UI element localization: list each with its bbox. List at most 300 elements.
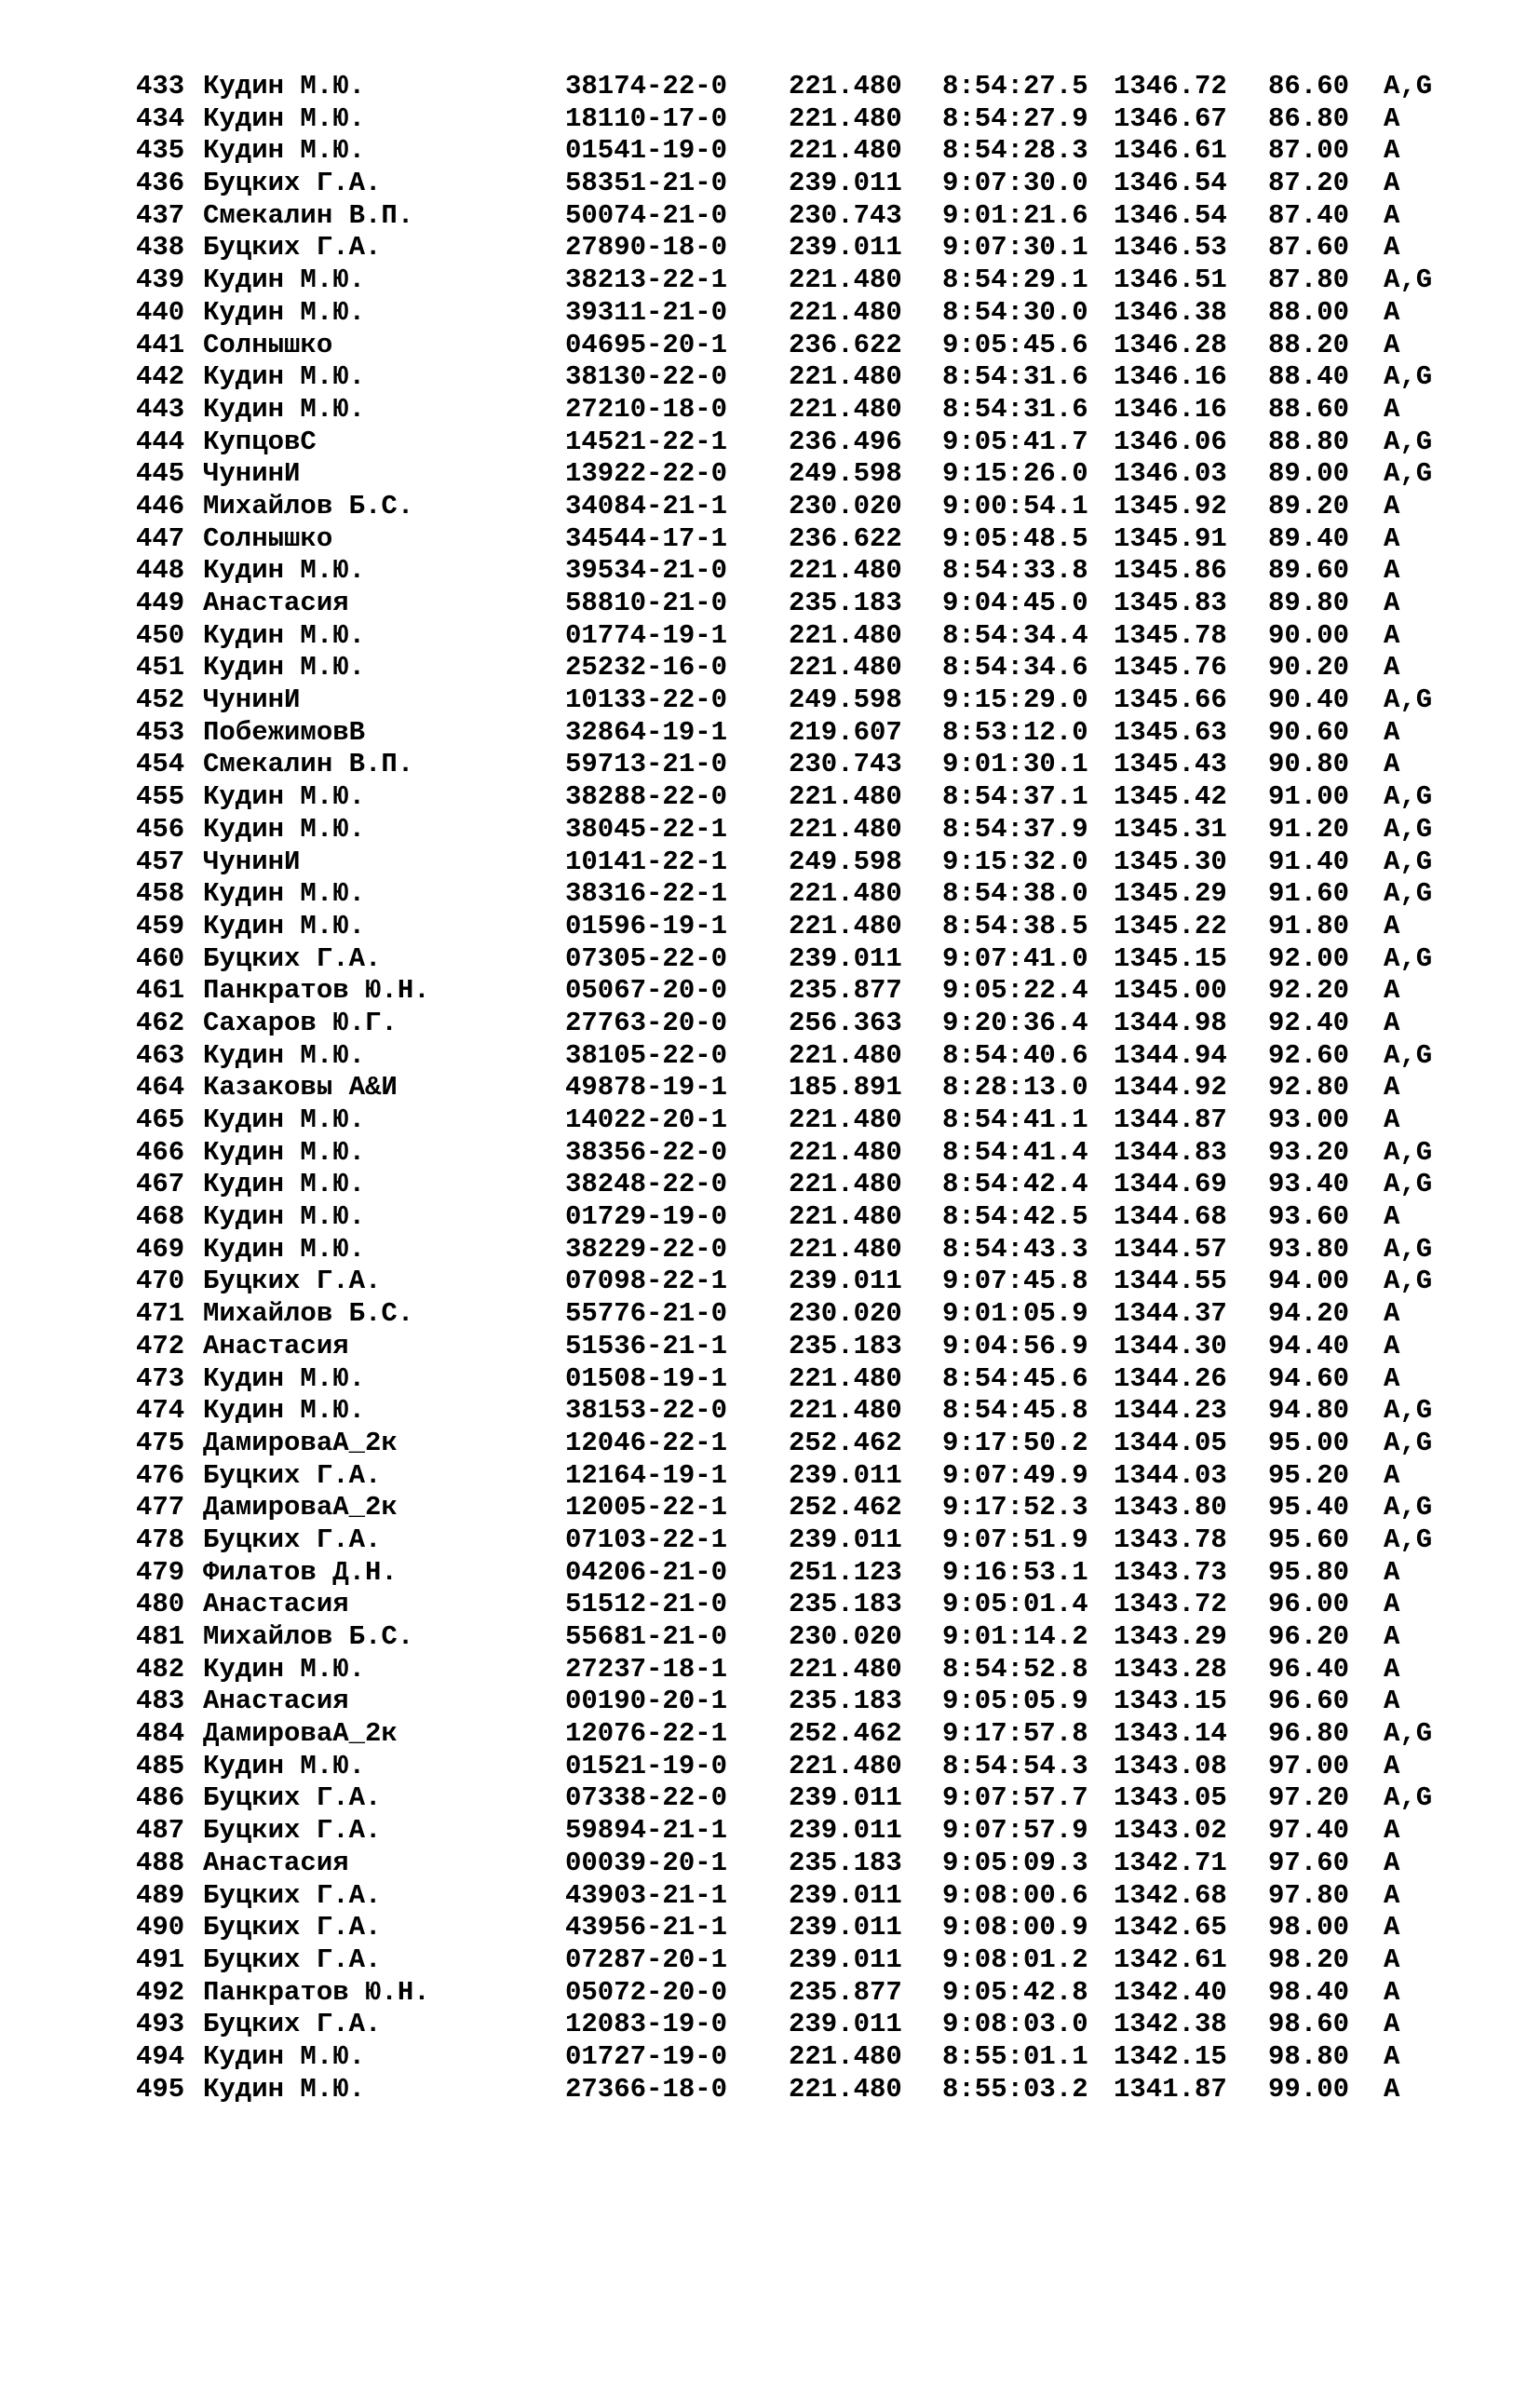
table-row	[136, 619, 1400, 653]
ring-number-cell: 51536-21-1	[565, 1330, 728, 1361]
rank-cell: 453	[136, 716, 185, 748]
distance-cell: 230.743	[789, 749, 902, 780]
percent-cell: 95.60	[1268, 1524, 1350, 1555]
distance-cell: 221.480	[789, 910, 902, 941]
table-row	[136, 1104, 1400, 1137]
rank-cell: 473	[136, 1362, 185, 1394]
table-row	[136, 684, 1433, 717]
ring-number-cell: 58351-21-0	[565, 168, 728, 199]
flags-cell: A	[1384, 749, 1400, 780]
arrival-time-cell: 9:07:51.9	[942, 1524, 1088, 1555]
table-row	[136, 1686, 1400, 1718]
flags-cell: A,G	[1384, 1169, 1433, 1200]
fancier-name-cell: Сахаров Ю.Г.	[203, 1007, 398, 1038]
distance-cell: 239.011	[789, 1524, 902, 1555]
percent-cell: 99.00	[1268, 2073, 1350, 2105]
ring-number-cell: 27237-18-1	[565, 1653, 728, 1685]
distance-cell: 239.011	[789, 1912, 902, 1943]
percent-cell: 97.40	[1268, 1815, 1350, 1847]
percent-cell: 95.00	[1268, 1427, 1350, 1458]
rank-cell: 476	[136, 1459, 185, 1491]
flags-cell: A,G	[1384, 264, 1433, 296]
speed-cell: 1346.16	[1114, 393, 1227, 425]
fancier-name-cell: ДамироваА_2к	[203, 1492, 398, 1524]
ring-number-cell: 50074-21-0	[565, 199, 728, 231]
speed-cell: 1342.65	[1114, 1912, 1227, 1943]
arrival-time-cell: 9:08:03.0	[942, 2009, 1088, 2040]
table-row	[136, 393, 1400, 427]
flags-cell: A	[1384, 1201, 1400, 1233]
table-row	[136, 199, 1400, 233]
rank-cell: 448	[136, 555, 185, 587]
rank-cell: 486	[136, 1782, 185, 1814]
table-row	[136, 264, 1433, 297]
fancier-name-cell: Буцких Г.А.	[203, 1782, 382, 1814]
table-row	[136, 1782, 1433, 1815]
rank-cell: 439	[136, 264, 185, 296]
speed-cell: 1342.61	[1114, 1943, 1227, 1975]
percent-cell: 89.40	[1268, 522, 1350, 554]
flags-cell: A,G	[1384, 1524, 1433, 1555]
percent-cell: 98.40	[1268, 1976, 1350, 2008]
arrival-time-cell: 9:05:05.9	[942, 1686, 1088, 1717]
flags-cell: A	[1384, 1653, 1400, 1685]
arrival-time-cell: 9:15:29.0	[942, 684, 1088, 716]
ring-number-cell: 27210-18-0	[565, 393, 728, 425]
fancier-name-cell: Анастасия	[203, 1686, 349, 1717]
table-row	[136, 1362, 1400, 1396]
distance-cell: 221.480	[789, 619, 902, 651]
table-row	[136, 1330, 1400, 1363]
speed-cell: 1346.51	[1114, 264, 1227, 296]
flags-cell: A	[1384, 1847, 1400, 1878]
percent-cell: 87.20	[1268, 168, 1350, 199]
arrival-time-cell: 8:54:31.6	[942, 393, 1088, 425]
arrival-time-cell: 8:54:38.0	[942, 878, 1088, 910]
fancier-name-cell: ДамироваА_2к	[203, 1427, 398, 1458]
fancier-name-cell: Анастасия	[203, 588, 349, 618]
table-row	[136, 168, 1400, 200]
fancier-name-cell: Кудин М.Ю.	[203, 2040, 366, 2072]
rank-cell: 444	[136, 426, 185, 457]
ring-number-cell: 25232-16-0	[565, 652, 728, 684]
arrival-time-cell: 9:08:01.2	[942, 1943, 1088, 1975]
fancier-name-cell: Кудин М.Ю.	[203, 652, 366, 684]
percent-cell: 98.80	[1268, 2040, 1350, 2072]
speed-cell: 1342.40	[1114, 1976, 1227, 2008]
arrival-time-cell: 9:01:05.9	[942, 1298, 1088, 1330]
arrival-time-cell: 9:00:54.1	[942, 490, 1088, 521]
ring-number-cell: 39311-21-0	[565, 296, 728, 328]
fancier-name-cell: ЧунинИ	[203, 846, 301, 877]
distance-cell: 221.480	[789, 878, 902, 910]
arrival-time-cell: 9:07:30.0	[942, 168, 1088, 199]
table-row	[136, 1589, 1400, 1621]
fancier-name-cell: Михайлов Б.С.	[203, 1298, 414, 1330]
flags-cell: A,G	[1384, 458, 1433, 490]
ring-number-cell: 04206-21-0	[565, 1556, 728, 1588]
percent-cell: 93.40	[1268, 1169, 1350, 1200]
flags-cell: A	[1384, 232, 1400, 264]
arrival-time-cell: 9:08:00.6	[942, 1879, 1088, 1911]
arrival-time-cell: 8:54:34.4	[942, 619, 1088, 651]
arrival-time-cell: 8:54:54.3	[942, 1750, 1088, 1781]
rank-cell: 488	[136, 1847, 185, 1878]
fancier-name-cell: Михайлов Б.С.	[203, 1621, 414, 1652]
table-row	[136, 1136, 1433, 1170]
distance-cell: 239.011	[789, 1879, 902, 1911]
flags-cell: A	[1384, 1976, 1400, 2008]
distance-cell: 221.480	[789, 1169, 902, 1200]
distance-cell: 230.020	[789, 1621, 902, 1652]
rank-cell: 437	[136, 199, 185, 231]
distance-cell: 221.480	[789, 1201, 902, 1233]
rank-cell: 483	[136, 1686, 185, 1717]
arrival-time-cell: 8:53:12.0	[942, 716, 1088, 748]
flags-cell: A,G	[1384, 1039, 1433, 1071]
table-row	[136, 1201, 1400, 1234]
rank-cell: 452	[136, 684, 185, 716]
fancier-name-cell: ДамироваА_2к	[203, 1718, 398, 1750]
distance-cell: 235.183	[789, 1686, 902, 1717]
percent-cell: 87.80	[1268, 264, 1350, 296]
table-row	[136, 1524, 1433, 1557]
fancier-name-cell: Кудин М.Ю.	[203, 1104, 366, 1135]
percent-cell: 98.20	[1268, 1943, 1350, 1975]
rank-cell: 433	[136, 71, 185, 102]
table-row	[136, 1395, 1433, 1428]
ring-number-cell: 38229-22-0	[565, 1233, 728, 1265]
rank-cell: 457	[136, 846, 185, 877]
percent-cell: 88.80	[1268, 426, 1350, 457]
arrival-time-cell: 8:55:03.2	[942, 2073, 1088, 2105]
ring-number-cell: 38045-22-1	[565, 813, 728, 845]
flags-cell: A,G	[1384, 813, 1433, 845]
percent-cell: 97.20	[1268, 1782, 1350, 1814]
ring-number-cell: 32864-19-1	[565, 716, 728, 748]
rank-cell: 470	[136, 1266, 185, 1297]
percent-cell: 97.00	[1268, 1750, 1350, 1781]
flags-cell: A	[1384, 1298, 1400, 1330]
percent-cell: 89.20	[1268, 490, 1350, 521]
flags-cell: A	[1384, 1556, 1400, 1588]
speed-cell: 1345.63	[1114, 716, 1227, 748]
rank-cell: 455	[136, 781, 185, 813]
ring-number-cell: 38288-22-0	[565, 781, 728, 813]
ring-number-cell: 10141-22-1	[565, 846, 728, 877]
arrival-time-cell: 8:54:52.8	[942, 1653, 1088, 1685]
percent-cell: 93.00	[1268, 1104, 1350, 1135]
percent-cell: 96.80	[1268, 1718, 1350, 1750]
table-row	[136, 1072, 1400, 1104]
rank-cell: 492	[136, 1976, 185, 2008]
fancier-name-cell: Смекалин В.П.	[203, 749, 414, 780]
speed-cell: 1344.87	[1114, 1104, 1227, 1135]
distance-cell: 252.462	[789, 1492, 902, 1524]
fancier-name-cell: Кудин М.Ю.	[203, 781, 366, 813]
flags-cell: A	[1384, 1686, 1400, 1717]
fancier-name-cell: Кудин М.Ю.	[203, 361, 366, 393]
arrival-time-cell: 8:54:33.8	[942, 555, 1088, 587]
table-row	[136, 1653, 1400, 1686]
ring-number-cell: 27763-20-0	[565, 1007, 728, 1038]
rank-cell: 485	[136, 1750, 185, 1781]
table-row	[136, 2040, 1400, 2074]
fancier-name-cell: Панкратов Ю.Н.	[203, 975, 430, 1007]
arrival-time-cell: 9:16:53.1	[942, 1556, 1088, 1588]
fancier-name-cell: Анастасия	[203, 1330, 349, 1361]
ring-number-cell: 00039-20-1	[565, 1847, 728, 1878]
arrival-time-cell: 9:05:48.5	[942, 522, 1088, 554]
rank-cell: 482	[136, 1653, 185, 1685]
flags-cell: A	[1384, 588, 1400, 618]
table-row	[136, 1621, 1400, 1654]
rank-cell: 481	[136, 1621, 185, 1652]
arrival-time-cell: 8:54:43.3	[942, 1233, 1088, 1265]
arrival-time-cell: 9:05:09.3	[942, 1847, 1088, 1878]
arrival-time-cell: 8:54:41.1	[942, 1104, 1088, 1135]
table-row	[136, 555, 1400, 588]
ring-number-cell: 59713-21-0	[565, 749, 728, 780]
ring-number-cell: 07338-22-0	[565, 1782, 728, 1814]
rank-cell: 471	[136, 1298, 185, 1330]
percent-cell: 92.00	[1268, 942, 1350, 974]
fancier-name-cell: Кудин М.Ю.	[203, 102, 366, 134]
percent-cell: 92.40	[1268, 1007, 1350, 1038]
flags-cell: A,G	[1384, 1492, 1433, 1524]
rank-cell: 436	[136, 168, 185, 199]
fancier-name-cell: Буцких Г.А.	[203, 1524, 382, 1555]
distance-cell: 230.743	[789, 199, 902, 231]
speed-cell: 1346.53	[1114, 232, 1227, 264]
distance-cell: 221.480	[789, 1039, 902, 1071]
percent-cell: 96.00	[1268, 1589, 1350, 1620]
speed-cell: 1343.02	[1114, 1815, 1227, 1847]
rank-cell: 491	[136, 1943, 185, 1975]
distance-cell: 221.480	[789, 781, 902, 813]
arrival-time-cell: 8:54:38.5	[942, 910, 1088, 941]
rank-cell: 451	[136, 652, 185, 684]
percent-cell: 93.80	[1268, 1233, 1350, 1265]
rank-cell: 472	[136, 1330, 185, 1361]
ring-number-cell: 39534-21-0	[565, 555, 728, 587]
arrival-time-cell: 9:01:21.6	[942, 199, 1088, 231]
rank-cell: 463	[136, 1039, 185, 1071]
rank-cell: 458	[136, 878, 185, 910]
distance-cell: 236.622	[789, 329, 902, 360]
flags-cell: A	[1384, 1943, 1400, 1975]
speed-cell: 1345.92	[1114, 490, 1227, 521]
ring-number-cell: 59894-21-1	[565, 1815, 728, 1847]
distance-cell: 249.598	[789, 846, 902, 877]
rank-cell: 462	[136, 1007, 185, 1038]
rank-cell: 449	[136, 588, 185, 618]
percent-cell: 90.60	[1268, 716, 1350, 748]
speed-cell: 1342.68	[1114, 1879, 1227, 1911]
arrival-time-cell: 9:05:22.4	[942, 975, 1088, 1007]
fancier-name-cell: Михайлов Б.С.	[203, 490, 414, 521]
table-row	[136, 1233, 1433, 1266]
ring-number-cell: 13922-22-0	[565, 458, 728, 490]
ring-number-cell: 27890-18-0	[565, 232, 728, 264]
table-row	[136, 910, 1400, 943]
flags-cell: A	[1384, 168, 1400, 199]
arrival-time-cell: 8:54:42.5	[942, 1201, 1088, 1233]
arrival-time-cell: 9:07:45.8	[942, 1266, 1088, 1297]
arrival-time-cell: 9:15:32.0	[942, 846, 1088, 877]
arrival-time-cell: 9:07:41.0	[942, 942, 1088, 974]
speed-cell: 1345.43	[1114, 749, 1227, 780]
rank-cell: 469	[136, 1233, 185, 1265]
percent-cell: 89.80	[1268, 588, 1350, 618]
distance-cell: 221.480	[789, 2040, 902, 2072]
table-row	[136, 1169, 1433, 1201]
flags-cell: A,G	[1384, 71, 1433, 102]
fancier-name-cell: Кудин М.Ю.	[203, 1653, 366, 1685]
speed-cell: 1344.30	[1114, 1330, 1227, 1361]
fancier-name-cell: Кудин М.Ю.	[203, 71, 366, 102]
rank-cell: 441	[136, 329, 185, 360]
fancier-name-cell: Солнышко	[203, 329, 333, 360]
table-row	[136, 813, 1433, 846]
speed-cell: 1346.61	[1114, 135, 1227, 167]
percent-cell: 90.80	[1268, 749, 1350, 780]
table-row	[136, 522, 1400, 556]
rank-cell: 489	[136, 1879, 185, 1911]
distance-cell: 221.480	[789, 1104, 902, 1135]
table-row	[136, 1556, 1400, 1590]
fancier-name-cell: Кудин М.Ю.	[203, 813, 366, 845]
rank-cell: 454	[136, 749, 185, 780]
arrival-time-cell: 8:54:37.9	[942, 813, 1088, 845]
percent-cell: 86.60	[1268, 71, 1350, 102]
distance-cell: 236.622	[789, 522, 902, 554]
fancier-name-cell: Буцких Г.А.	[203, 1266, 382, 1297]
flags-cell: A	[1384, 1879, 1400, 1911]
arrival-time-cell: 9:05:01.4	[942, 1589, 1088, 1620]
rank-cell: 480	[136, 1589, 185, 1620]
arrival-time-cell: 9:20:36.4	[942, 1007, 1088, 1038]
arrival-time-cell: 9:15:26.0	[942, 458, 1088, 490]
table-row	[136, 716, 1400, 750]
ring-number-cell: 38153-22-0	[565, 1395, 728, 1427]
percent-cell: 88.40	[1268, 361, 1350, 393]
ring-number-cell: 38356-22-0	[565, 1136, 728, 1168]
distance-cell: 252.462	[789, 1718, 902, 1750]
ring-number-cell: 01541-19-0	[565, 135, 728, 167]
fancier-name-cell: ЧунинИ	[203, 684, 301, 716]
arrival-time-cell: 9:05:42.8	[942, 1976, 1088, 2008]
speed-cell: 1344.37	[1114, 1298, 1227, 1330]
distance-cell: 221.480	[789, 555, 902, 587]
speed-cell: 1344.05	[1114, 1427, 1227, 1458]
flags-cell: A,G	[1384, 1782, 1433, 1814]
percent-cell: 90.40	[1268, 684, 1350, 716]
percent-cell: 97.60	[1268, 1847, 1350, 1878]
flags-cell: A,G	[1384, 426, 1433, 457]
speed-cell: 1344.57	[1114, 1233, 1227, 1265]
table-row	[136, 232, 1400, 264]
flags-cell: A	[1384, 1815, 1400, 1847]
percent-cell: 95.40	[1268, 1492, 1350, 1524]
percent-cell: 89.00	[1268, 458, 1350, 490]
percent-cell: 90.20	[1268, 652, 1350, 684]
rank-cell: 474	[136, 1395, 185, 1427]
rank-cell: 487	[136, 1815, 185, 1847]
ring-number-cell: 07305-22-0	[565, 942, 728, 974]
speed-cell: 1346.38	[1114, 296, 1227, 328]
flags-cell: A,G	[1384, 781, 1433, 813]
arrival-time-cell: 9:05:41.7	[942, 426, 1088, 457]
percent-cell: 91.60	[1268, 878, 1350, 910]
table-row	[136, 1976, 1400, 2010]
table-row	[136, 296, 1400, 330]
fancier-name-cell: Буцких Г.А.	[203, 2009, 382, 2040]
ring-number-cell: 43956-21-1	[565, 1912, 728, 1943]
speed-cell: 1344.69	[1114, 1169, 1227, 1200]
results-table	[136, 71, 1433, 2106]
table-row	[136, 329, 1400, 362]
table-row	[136, 71, 1433, 103]
ring-number-cell: 00190-20-1	[565, 1686, 728, 1717]
speed-cell: 1343.73	[1114, 1556, 1227, 1588]
fancier-name-cell: Казаковы А&И	[203, 1072, 398, 1104]
percent-cell: 93.60	[1268, 1201, 1350, 1233]
table-row	[136, 2073, 1400, 2106]
speed-cell: 1344.23	[1114, 1395, 1227, 1427]
table-row	[136, 1007, 1400, 1040]
ring-number-cell: 55776-21-0	[565, 1298, 728, 1330]
flags-cell: A	[1384, 393, 1400, 425]
rank-cell: 442	[136, 361, 185, 393]
ring-number-cell: 01774-19-1	[565, 619, 728, 651]
speed-cell: 1343.08	[1114, 1750, 1227, 1781]
distance-cell: 221.480	[789, 1136, 902, 1168]
fancier-name-cell: Кудин М.Ю.	[203, 296, 366, 328]
fancier-name-cell: Кудин М.Ю.	[203, 1233, 366, 1265]
percent-cell: 96.60	[1268, 1686, 1350, 1717]
speed-cell: 1342.15	[1114, 2040, 1227, 2072]
ring-number-cell: 07098-22-1	[565, 1266, 728, 1297]
speed-cell: 1345.29	[1114, 878, 1227, 910]
distance-cell: 221.480	[789, 1362, 902, 1394]
ring-number-cell: 38213-22-1	[565, 264, 728, 296]
distance-cell: 235.183	[789, 1847, 902, 1878]
percent-cell: 98.00	[1268, 1912, 1350, 1943]
fancier-name-cell: Анастасия	[203, 1847, 349, 1878]
table-row	[136, 1750, 1400, 1783]
table-row	[136, 1039, 1433, 1073]
rank-cell: 460	[136, 942, 185, 974]
distance-cell: 221.480	[789, 296, 902, 328]
rank-cell: 478	[136, 1524, 185, 1555]
speed-cell: 1344.92	[1114, 1072, 1227, 1104]
fancier-name-cell: Кудин М.Ю.	[203, 878, 366, 910]
speed-cell: 1343.72	[1114, 1589, 1227, 1620]
ring-number-cell: 51512-21-0	[565, 1589, 728, 1620]
speed-cell: 1342.71	[1114, 1847, 1227, 1878]
ring-number-cell: 38316-22-1	[565, 878, 728, 910]
percent-cell: 94.40	[1268, 1330, 1350, 1361]
distance-cell: 239.011	[789, 1815, 902, 1847]
flags-cell: A	[1384, 522, 1400, 554]
fancier-name-cell: Буцких Г.А.	[203, 1879, 382, 1911]
speed-cell: 1345.31	[1114, 813, 1227, 845]
rank-cell: 465	[136, 1104, 185, 1135]
speed-cell: 1346.54	[1114, 199, 1227, 231]
ring-number-cell: 38105-22-0	[565, 1039, 728, 1071]
table-row	[136, 102, 1400, 136]
